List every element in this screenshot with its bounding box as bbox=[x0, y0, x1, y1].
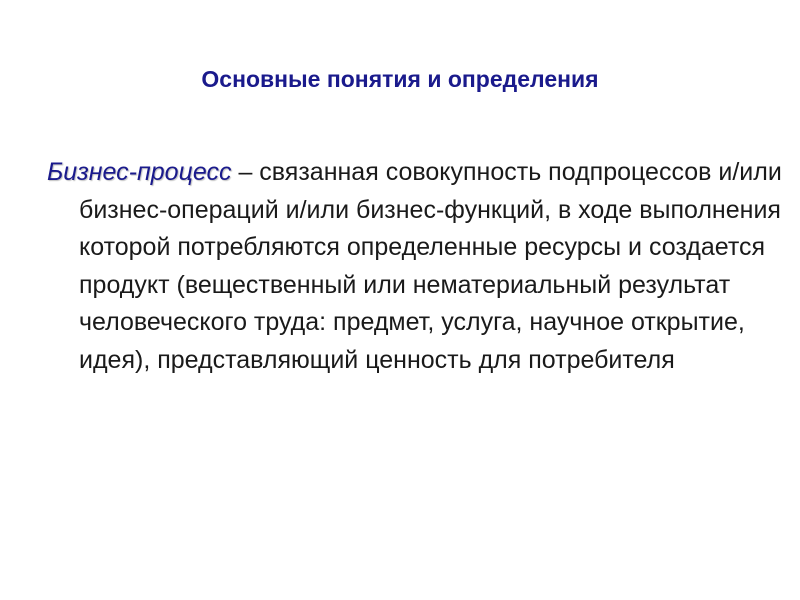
definition-text: – связанная совокупность подпроцессов и/или бизнес-операций и/или бизнес-функций, в ходе выполнения которой потребляются определенные ресурсы и создается продукт (вещественный или нематериальный результат человеческого труда: предмет, услуга, научное открытие, идея), представляющий ценность для потребителя bbox=[79, 158, 782, 374]
definition-paragraph bbox=[47, 154, 789, 379]
slide-title: Основные понятия и определения bbox=[201, 66, 599, 92]
defined-term: Бизнес-процесс bbox=[47, 158, 232, 186]
